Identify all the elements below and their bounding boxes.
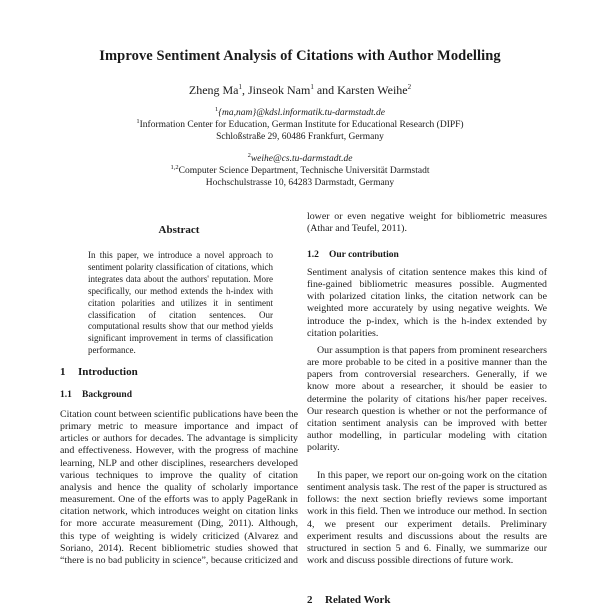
affiliation-institution: Computer Science Department, Technische Universität Darmstadt — [178, 166, 430, 176]
author-line — [0, 83, 600, 98]
paper-title: Improve Sentiment Analysis of Citations with Author Modelling — [99, 48, 501, 64]
affiliation-address: Hochschulstrasse 10, 64283 Darmstadt, Germany — [205, 178, 395, 188]
section-heading-related-work — [307, 594, 391, 606]
paragraph-contribution-2: Our assumption is that papers from prominent researchers are more probable to be cited in a positive manner than the papers from controversial researchers. Generally, if we know more about a researcher, it should be easier to determine the polarity of citations his/her paper receives. Our research question is whether or not the performance of citation sentiment analysis can be improved with better author modelling, in particular modeling with citation polarity. — [307, 345, 547, 454]
author-email: weihe@cs.tu-darmstadt.de — [250, 154, 353, 164]
section-title: Related Work — [325, 594, 391, 606]
section-number: 1.2 — [307, 250, 319, 260]
subsection-heading-contribution — [307, 250, 399, 260]
affiliation-block — [0, 107, 600, 143]
affiliation-mark: 1 — [215, 106, 219, 113]
author-affiliation-mark: 1 — [310, 83, 314, 91]
section-title: Background — [82, 390, 132, 400]
author-name: Jinseok Nam — [248, 83, 311, 97]
author-affiliation-mark: 2 — [407, 83, 412, 91]
section-title: Introduction — [78, 366, 138, 378]
paragraph-contribution-3: In this paper, we report our on-going work on the citation sentiment analysis task. The rest of the paper is structured as follows: the next section briefly reviews some important work in this field. Then we introduce our method. In section 4, we present our experiment details. Preliminary experiment results and discussions about the results are structured in section 5 and 6. Finally, we summarize our work and discuss possible directions of future work. — [307, 470, 547, 567]
section-number: 2 — [307, 594, 313, 606]
author-name: Karsten Weihe — [337, 83, 408, 97]
paragraph-background: Citation count between scientific publications have been the primary metric to measure importance and impact of articles or authors for decades. The advantage is simplicity and effectiveness. However, with the progress of machine learning, NLP and other disciplines, researchers developed various techniques to improve the quality of citation analysis and hence the quality of scholarly importance measurement. One of the efforts was to apply PageRank in citation network, which introduces weight on citation links for more accurate measurement (Ding, 2011). Although, this type of weighting is widely criticized (Alvarez and Soriano, 2014). Recent bibliometric studies showed that “there is no bad publicity in science”, because criticized and — [60, 409, 298, 566]
affiliation-institution: Information Center for Education, German Institute for Educational Research (DIPF) — [139, 120, 464, 130]
subsection-heading-background — [60, 390, 132, 400]
paragraph-continued: lower or even negative weight for bibliometric measures (Athar and Teufel, 2011). — [307, 211, 547, 235]
section-heading-introduction — [60, 366, 138, 378]
abstract-text: In this paper, we introduce a novel approach to sentiment polarity classification of citations, which integrates data about the authors' reputation. More specifically, our method extends the h-index with citation polarities and utilizes it in sentiment classification of citation sentences. Our computational results show that our method yields significant improvement in terms of classification performance. — [88, 250, 273, 356]
affiliation-mark: 1 — [136, 118, 140, 125]
section-number: 1 — [60, 366, 66, 378]
affiliation-address: Schloßstraße 29, 60486 Frankfurt, Germany — [216, 132, 384, 142]
affiliation-mark: 2 — [247, 152, 251, 159]
paragraph-contribution-1: Sentiment analysis of citation sentence makes this kind of fine-gained bibliometric measures possible. Augmented with polarized citation links, the citation network can be weighted more accurately by using negative weights. We introduce the p-index, which is the h-index extended by citation polarities. — [307, 267, 547, 339]
affiliation-mark: 1,2 — [170, 164, 179, 171]
affiliation-block — [0, 153, 600, 189]
section-title: Our contribution — [329, 250, 399, 260]
author-name: Zheng Ma — [188, 83, 239, 97]
author-separator: and — [313, 83, 338, 97]
author-affiliation-mark: 1 — [238, 83, 243, 91]
abstract-heading: Abstract — [158, 224, 200, 236]
author-separator: , — [242, 83, 249, 97]
section-number: 1.1 — [60, 390, 72, 400]
author-email: {ma,nam}@kdsl.informatik.tu-darmstadt.de — [218, 108, 385, 118]
